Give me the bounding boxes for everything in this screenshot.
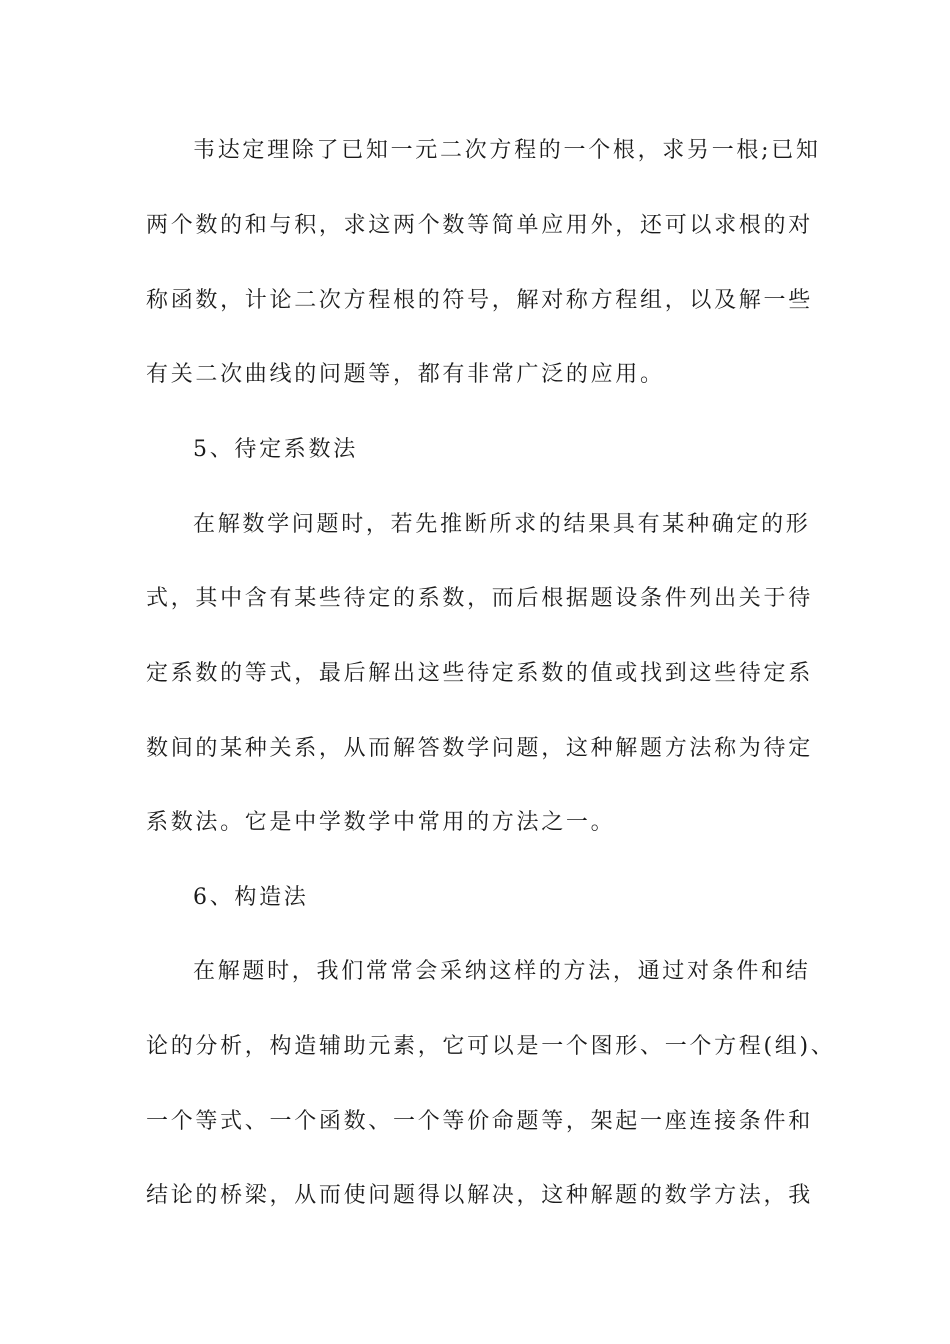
paragraph-line: 数间的某种关系，从而解答数学问题，这种解题方法称为待定 — [146, 736, 813, 761]
paragraph-line: 系数法。它是中学数学中常用的方法之一。 — [146, 810, 616, 835]
paragraph-line: 两个数的和与积，求这两个数等简单应用外，还可以求根的对 — [146, 213, 813, 238]
paragraph-line: 论的分析，构造辅助元素，它可以是一个图形、一个方程(组)、 — [146, 1034, 836, 1059]
paragraph-line: 在解数学问题时，若先推断所求的结果具有某种确定的形 — [193, 512, 811, 537]
paragraph-line: 韦达定理除了已知一元二次方程的一个根，求另一根;已知 — [193, 138, 821, 163]
section-heading: 5、待定系数法 — [193, 437, 358, 462]
paragraph-line: 有关二次曲线的问题等，都有非常广泛的应用。 — [146, 362, 665, 387]
paragraph-line: 在解题时，我们常常会采纳这样的方法，通过对条件和结 — [193, 959, 811, 984]
paragraph-line: 定系数的等式，最后解出这些待定系数的值或找到这些待定系 — [146, 661, 813, 686]
section-heading: 6、构造法 — [193, 885, 309, 910]
paragraph-line: 式，其中含有某些待定的系数，而后根据题设条件列出关于待 — [146, 586, 813, 611]
paragraph-line: 称函数，计论二次方程根的符号，解对称方程组，以及解一些 — [146, 288, 813, 313]
paragraph-line: 结论的桥梁，从而使问题得以解决，这种解题的数学方法，我 — [146, 1183, 813, 1208]
paragraph-line: 一个等式、一个函数、一个等价命题等，架起一座连接条件和 — [146, 1109, 813, 1134]
